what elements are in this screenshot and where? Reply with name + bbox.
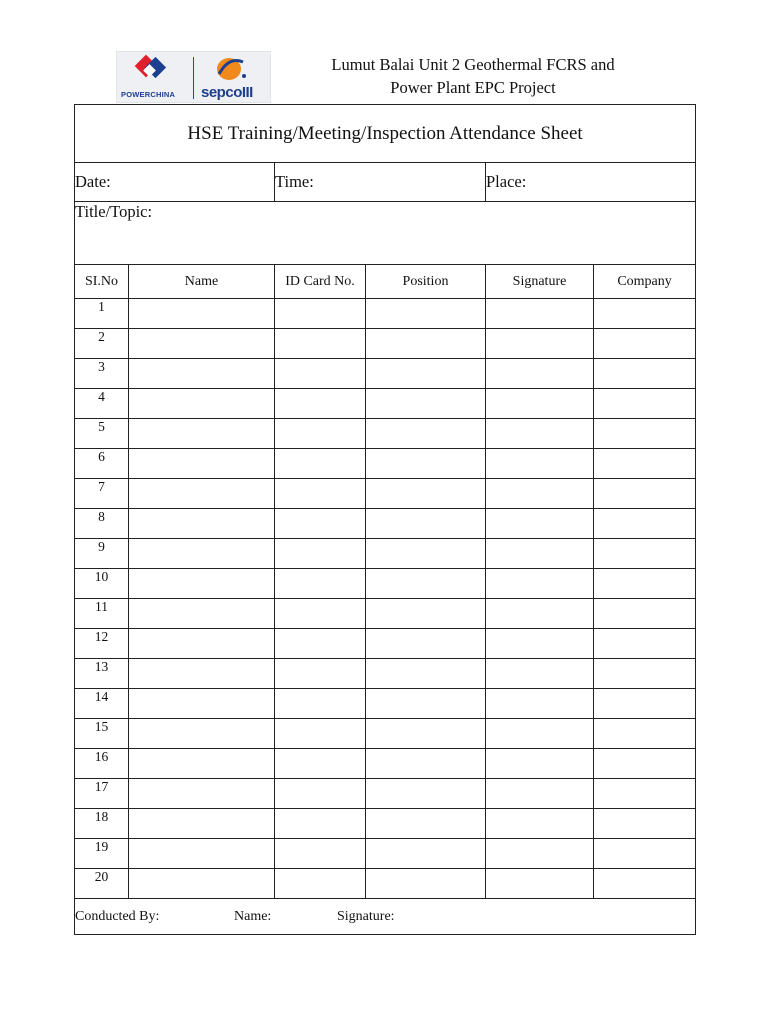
position-cell[interactable] [366, 389, 486, 419]
id-card-cell[interactable] [275, 629, 366, 659]
position-cell[interactable] [366, 479, 486, 509]
id-card-cell[interactable] [275, 659, 366, 689]
company-cell[interactable] [594, 509, 696, 539]
position-cell[interactable] [366, 809, 486, 839]
name-cell[interactable] [129, 299, 275, 329]
position-cell[interactable] [366, 689, 486, 719]
position-cell[interactable] [366, 299, 486, 329]
name-cell[interactable] [129, 719, 275, 749]
row-number-cell: 10 [75, 569, 129, 599]
name-cell[interactable] [129, 419, 275, 449]
signature-cell[interactable] [486, 779, 594, 809]
id-card-cell[interactable] [275, 479, 366, 509]
table-row [75, 329, 696, 359]
signature-cell[interactable] [486, 689, 594, 719]
row-number-cell: 14 [75, 689, 129, 719]
id-card-cell[interactable] [275, 449, 366, 479]
attendance-rows [75, 299, 696, 899]
company-cell[interactable] [594, 449, 696, 479]
position-cell[interactable] [366, 779, 486, 809]
id-card-cell[interactable] [275, 749, 366, 779]
name-cell[interactable] [129, 449, 275, 479]
position-cell[interactable] [366, 329, 486, 359]
column-header-name: Name [129, 265, 275, 299]
date-field[interactable]: Date: [75, 163, 275, 202]
company-cell[interactable] [594, 299, 696, 329]
id-card-cell[interactable] [275, 779, 366, 809]
signature-cell[interactable] [486, 659, 594, 689]
signature-cell[interactable] [486, 539, 594, 569]
name-cell[interactable] [129, 629, 275, 659]
row-number-cell: 1 [75, 299, 129, 329]
signature-cell[interactable] [486, 719, 594, 749]
table-row [75, 299, 696, 329]
table-row [75, 719, 696, 749]
table-row [75, 509, 696, 539]
id-card-cell[interactable] [275, 329, 366, 359]
table-row [75, 389, 696, 419]
table-row [75, 749, 696, 779]
column-header-position: Position [366, 265, 486, 299]
company-cell[interactable] [594, 629, 696, 659]
name-cell[interactable] [129, 389, 275, 419]
table-row [75, 569, 696, 599]
company-cell[interactable] [594, 479, 696, 509]
row-number-cell: 3 [75, 359, 129, 389]
row-number-cell: 19 [75, 839, 129, 869]
table-row [75, 479, 696, 509]
column-header-sino: SI.No [75, 265, 129, 299]
column-header-id-card: ID Card No. [275, 265, 366, 299]
footer-signature-label: Signature: [337, 908, 395, 924]
name-cell[interactable] [129, 659, 275, 689]
row-number-cell: 4 [75, 389, 129, 419]
signature-cell[interactable] [486, 749, 594, 779]
company-cell[interactable] [594, 869, 696, 899]
attendance-sheet [74, 104, 696, 935]
company-cell[interactable] [594, 359, 696, 389]
id-card-cell[interactable] [275, 359, 366, 389]
position-cell[interactable] [366, 569, 486, 599]
signature-cell[interactable] [486, 839, 594, 869]
name-cell[interactable] [129, 809, 275, 839]
logo-divider [193, 57, 194, 99]
id-card-cell[interactable] [275, 599, 366, 629]
row-number-cell: 12 [75, 629, 129, 659]
company-cell[interactable] [594, 689, 696, 719]
company-cell[interactable] [594, 659, 696, 689]
project-title-line2: Power Plant EPC Project [390, 78, 556, 97]
project-title [292, 53, 654, 99]
table-row [75, 599, 696, 629]
name-cell[interactable] [129, 569, 275, 599]
company-logos [116, 51, 271, 103]
position-cell[interactable] [366, 509, 486, 539]
row-number-cell: 7 [75, 479, 129, 509]
id-card-cell[interactable] [275, 809, 366, 839]
company-cell[interactable] [594, 719, 696, 749]
position-cell[interactable] [366, 839, 486, 869]
company-cell[interactable] [594, 809, 696, 839]
position-cell[interactable] [366, 719, 486, 749]
row-number-cell: 20 [75, 869, 129, 899]
position-cell[interactable] [366, 599, 486, 629]
table-row [75, 869, 696, 899]
conducted-by-label: Conducted By: [75, 908, 160, 924]
row-number-cell: 2 [75, 329, 129, 359]
signature-cell[interactable] [486, 299, 594, 329]
signature-cell[interactable] [486, 869, 594, 899]
position-cell[interactable] [366, 659, 486, 689]
table-row [75, 659, 696, 689]
company-cell[interactable] [594, 779, 696, 809]
id-card-cell[interactable] [275, 539, 366, 569]
place-field[interactable]: Place: [486, 163, 696, 202]
row-number-cell: 13 [75, 659, 129, 689]
signature-cell[interactable] [486, 419, 594, 449]
row-number-cell: 11 [75, 599, 129, 629]
column-header-company: Company [594, 265, 696, 299]
name-cell[interactable] [129, 689, 275, 719]
sepco-logo-icon [211, 54, 251, 88]
company-cell[interactable] [594, 749, 696, 779]
name-cell[interactable] [129, 749, 275, 779]
name-cell[interactable] [129, 479, 275, 509]
row-number-cell: 15 [75, 719, 129, 749]
sepco-wordmark: sepcoIII [201, 84, 253, 101]
column-header-row [75, 265, 696, 299]
row-number-cell: 17 [75, 779, 129, 809]
id-card-cell[interactable] [275, 839, 366, 869]
id-card-cell[interactable] [275, 569, 366, 599]
name-cell[interactable] [129, 539, 275, 569]
position-cell[interactable] [366, 869, 486, 899]
position-cell[interactable] [366, 419, 486, 449]
company-cell[interactable] [594, 329, 696, 359]
signature-cell[interactable] [486, 329, 594, 359]
company-cell[interactable] [594, 419, 696, 449]
signature-cell[interactable] [486, 569, 594, 599]
id-card-cell[interactable] [275, 869, 366, 899]
signature-cell[interactable] [486, 449, 594, 479]
project-title-line1: Lumut Balai Unit 2 Geothermal FCRS and [331, 55, 615, 74]
name-cell[interactable] [129, 779, 275, 809]
name-cell[interactable] [129, 359, 275, 389]
company-cell[interactable] [594, 389, 696, 419]
id-card-cell[interactable] [275, 389, 366, 419]
row-number-cell: 18 [75, 809, 129, 839]
position-cell[interactable] [366, 749, 486, 779]
signature-cell[interactable] [486, 599, 594, 629]
position-cell[interactable] [366, 539, 486, 569]
name-cell[interactable] [129, 869, 275, 899]
sheet-title: HSE Training/Meeting/Inspection Attendance Sheet [75, 105, 696, 163]
position-cell[interactable] [366, 449, 486, 479]
signature-cell[interactable] [486, 389, 594, 419]
signature-cell[interactable] [486, 629, 594, 659]
table-row [75, 839, 696, 869]
table-row [75, 809, 696, 839]
name-cell[interactable] [129, 599, 275, 629]
position-cell[interactable] [366, 359, 486, 389]
powerchina-wordmark: POWERCHINA [121, 90, 176, 99]
table-row [75, 419, 696, 449]
company-cell[interactable] [594, 569, 696, 599]
table-row [75, 779, 696, 809]
signature-cell[interactable] [486, 479, 594, 509]
name-cell[interactable] [129, 509, 275, 539]
table-row [75, 689, 696, 719]
id-card-cell[interactable] [275, 719, 366, 749]
footer-name-label: Name: [234, 908, 272, 924]
column-header-signature: Signature [486, 265, 594, 299]
signature-cell[interactable] [486, 809, 594, 839]
footer [75, 899, 696, 935]
table-row [75, 629, 696, 659]
row-number-cell: 9 [75, 539, 129, 569]
name-cell[interactable] [129, 329, 275, 359]
row-number-cell: 16 [75, 749, 129, 779]
company-cell[interactable] [594, 539, 696, 569]
table-row [75, 449, 696, 479]
topic-field[interactable]: Title/Topic: [75, 202, 696, 265]
position-cell[interactable] [366, 629, 486, 659]
signature-cell[interactable] [486, 359, 594, 389]
id-card-cell[interactable] [275, 419, 366, 449]
id-card-cell[interactable] [275, 689, 366, 719]
signature-cell[interactable] [486, 509, 594, 539]
row-number-cell: 8 [75, 509, 129, 539]
name-cell[interactable] [129, 839, 275, 869]
id-card-cell[interactable] [275, 299, 366, 329]
table-row [75, 539, 696, 569]
company-cell[interactable] [594, 599, 696, 629]
company-cell[interactable] [594, 839, 696, 869]
row-number-cell: 6 [75, 449, 129, 479]
time-field[interactable]: Time: [275, 163, 486, 202]
table-row [75, 359, 696, 389]
id-card-cell[interactable] [275, 509, 366, 539]
row-number-cell: 5 [75, 419, 129, 449]
